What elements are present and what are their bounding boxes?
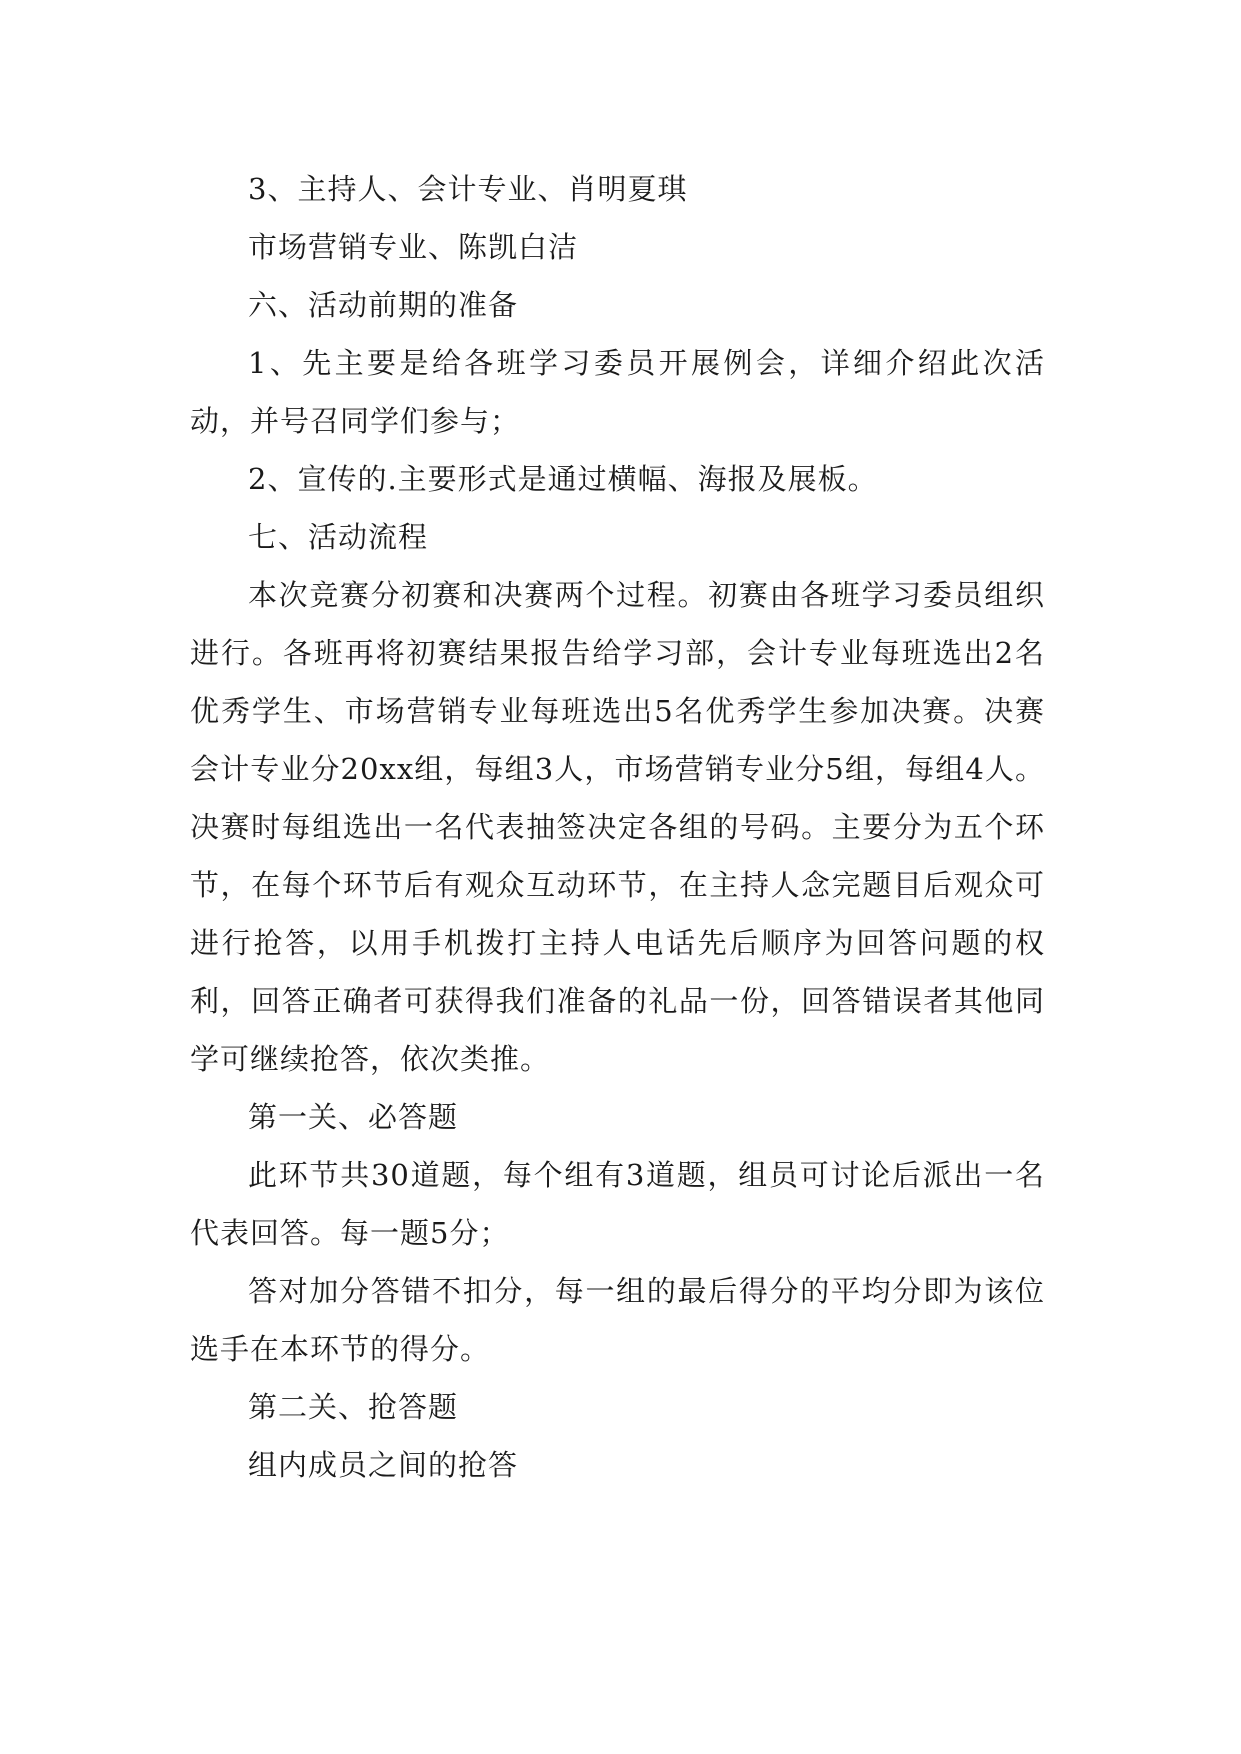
paragraph-host-accounting: 3、主持人、会计专业、肖明夏琪 xyxy=(248,172,688,206)
paragraph-preparation-2: 2、宣传的.主要形式是通过横幅、海报及展板。 xyxy=(248,462,878,496)
round-heading-1: 第一关、必答题 xyxy=(248,1100,459,1134)
paragraph-process-description: 本次竞赛分初赛和决赛两个过程。初赛由各班学习委员组织进行。各班再将初赛结果报告给学习部，会计专业每班选出2名优秀学生、市场营销专业每班选出5名优秀学生参加决赛。决赛会计专业分20xx组，每组3人，市场营销专业分5组，每组4人。决赛时每组选出一名代表抽签决定各组的号码。主要分为五个环节，在每个环节后有观众互动环节，在主持人念完题目后观众可进行抢答，以用手机拨打主持人电话先后顺序为回答问题的权利，回答正确者可获得我们准备的礼品一份，回答错误者其他同学可继续抢答，依次类推。 xyxy=(190,578,1045,1076)
paragraph-round-2-rules: 组内成员之间的抢答 xyxy=(248,1448,519,1482)
document-page xyxy=(190,160,1045,1494)
paragraph-round-1-scoring: 答对加分答错不扣分，每一组的最后得分的平均分即为该位选手在本环节的得分。 xyxy=(190,1274,1045,1366)
section-heading-preparation: 六、活动前期的准备 xyxy=(248,288,519,322)
section-heading-process: 七、活动流程 xyxy=(248,520,429,554)
paragraph-host-marketing: 市场营销专业、陈凯白洁 xyxy=(248,230,579,264)
round-heading-2: 第二关、抢答题 xyxy=(248,1390,459,1424)
paragraph-round-1-rules: 此环节共30道题，每个组有3道题，组员可讨论后派出一名代表回答。每一题5分； xyxy=(190,1158,1045,1250)
paragraph-preparation-1: 1、先主要是给各班学习委员开展例会，详细介绍此次活动，并号召同学们参与； xyxy=(190,346,1045,438)
